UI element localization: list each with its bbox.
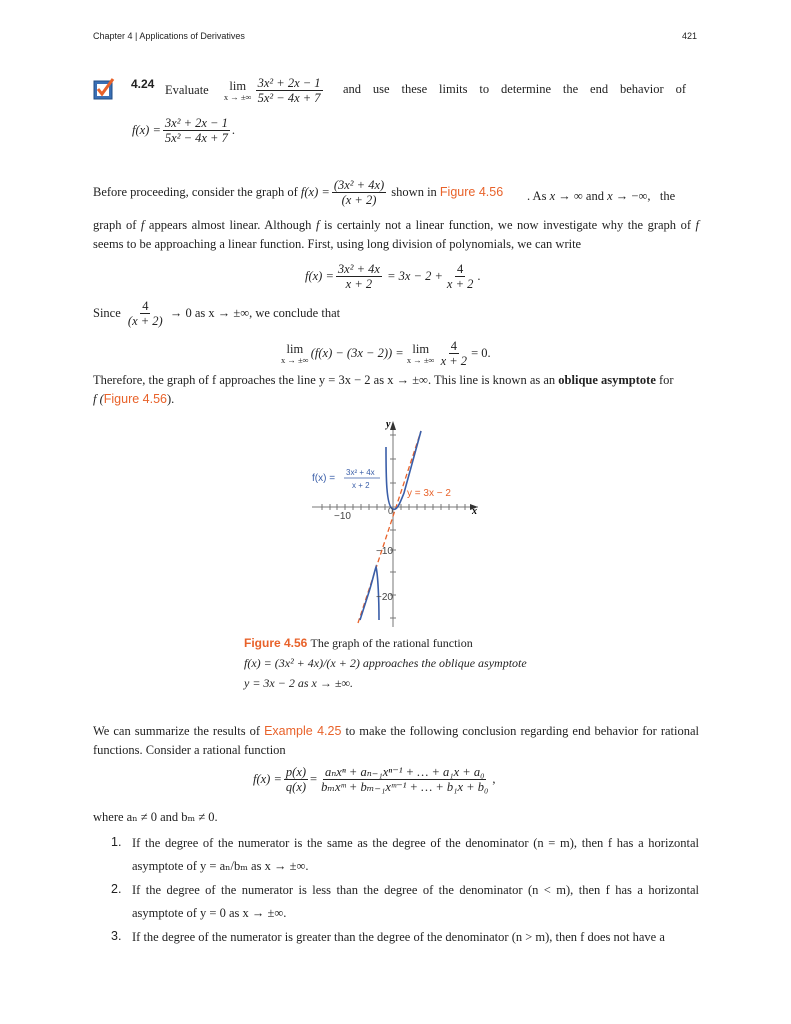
para3: We can summarize the results of Example 4.25 to make the following conclusion regarding end behavior for rational functions. Consider a rational function: [93, 724, 700, 757]
y-axis-label: y: [386, 419, 391, 430]
checkpoint-text-b: and use these limits to determine the end behavior of: [343, 82, 686, 96]
figure-link[interactable]: Figure 4.56: [439, 184, 504, 199]
equation-rational: f(x) = $\frac{p(x)}{q(x)}$ = $\frac{\text{aₙxⁿ + aₙ₋₁xⁿ⁻¹ + … + a₁x + a₀}}{\text{bₘxᵐ + bₘ₋₁xᵐ⁻¹ + … + b₁x + b₀}}$ ,: [253, 765, 496, 795]
page-number: 421: [682, 31, 698, 41]
list-item-2: If the degree of the numerator is less than the degree of the denominator (n < m), then f has a horizontal asymptote of y = 0 as x → ±∞.: [132, 883, 699, 920]
checkpoint-icon: [93, 78, 115, 100]
checkpoint-number: 4.24: [131, 77, 155, 91]
curve-label-num: 3x² + 4x: [346, 468, 375, 477]
example-link[interactable]: Example 4.25: [264, 724, 342, 738]
figure-caption: Figure 4.56 The graph of the rational function f(x) = (3x² + 4x)/(x + 2) approaches the oblique asymptote y = 3x − 2 as x → ±∞.: [244, 636, 527, 690]
tick-label-origin: 0: [388, 506, 394, 516]
checkpoint-line: [165, 76, 325, 106]
list-number-2: 2.: [111, 882, 122, 896]
tick-label-y2: −20: [376, 592, 393, 603]
x-axis-label: x: [472, 506, 477, 517]
figure-link-2[interactable]: Figure 4.56: [103, 392, 167, 406]
tick-label-y1: −10: [376, 546, 393, 557]
curve-label: f(x) =: [312, 473, 336, 484]
curve-label-den: x + 2: [352, 481, 370, 490]
checkpoint-text: Evaluate: [165, 82, 209, 97]
asymptote-label: y = 3x − 2: [407, 488, 451, 499]
equation-long-division: f(x) = $\frac{\text{3x² + 4x}}{x + 2}$ = 3x − 2 + $\frac{4}{x + 2}$ .: [305, 262, 481, 292]
figure-graph: [300, 415, 490, 635]
where-clause: where aₙ ≠ 0 and bₘ ≠ 0.: [93, 810, 218, 824]
para1-line1: Before proceeding, consider the graph of f(x) = $\frac{\text{(3x² + 4x)}}{(x + 2)}$ shown in Figure 4.56: [93, 178, 504, 208]
tick-label-x: −10: [334, 511, 351, 522]
since-line: Since $\frac{4}{(x + 2)}$ → 0 as x → ±∞, we conclude that: [93, 299, 341, 329]
list-number-3: 3.: [111, 929, 122, 943]
y-axis-arrow: [390, 421, 396, 430]
list-item-3: If the degree of the numerator is greater than the degree of the denominator (n > m), then f does not have a: [132, 930, 665, 944]
equation-limit: lim x → ±∞ (f(x) − (3x − 2)) = lim x → ±∞ $\frac{4}{x + 2}$ = 0.: [281, 339, 491, 369]
limit-operator: lim x → ±∞: [223, 79, 252, 102]
checkpoint-fx: f(x) = $\frac{\text{3x² + 2x − 1}}{\text{5x² − 4x + 7}}$ .: [132, 116, 235, 146]
para1-tail: . As x → ∞ and x → −∞, the: [527, 189, 676, 203]
running-header: Chapter 4 | Applications of Derivatives: [93, 31, 245, 41]
term-oblique-asymptote: oblique asymptote: [558, 373, 656, 387]
para2: Therefore, the graph of f approaches the line y = 3x − 2 as x → ±∞. This line is known as an oblique asymptote for f (Figure 4.56).: [93, 373, 674, 406]
list-number-1: 1.: [111, 835, 122, 849]
list-item-1: If the degree of the numerator is the same as the degree of the denominator (n = m), then f has a horizontal asymptote of y = aₙ/bₘ as x → ±∞.: [132, 836, 699, 873]
checkpoint-fraction: $\frac{\text{3x² + 2x − 1}}{\text{5x² − 4x + 7}}$: [257, 76, 321, 106]
para1-cont: graph of f appears almost linear. Although f is certainly not a linear function, we now investigate why the graph of f seems to be approaching a linear function. First, using long division of polynomials, we can write: [93, 218, 699, 251]
